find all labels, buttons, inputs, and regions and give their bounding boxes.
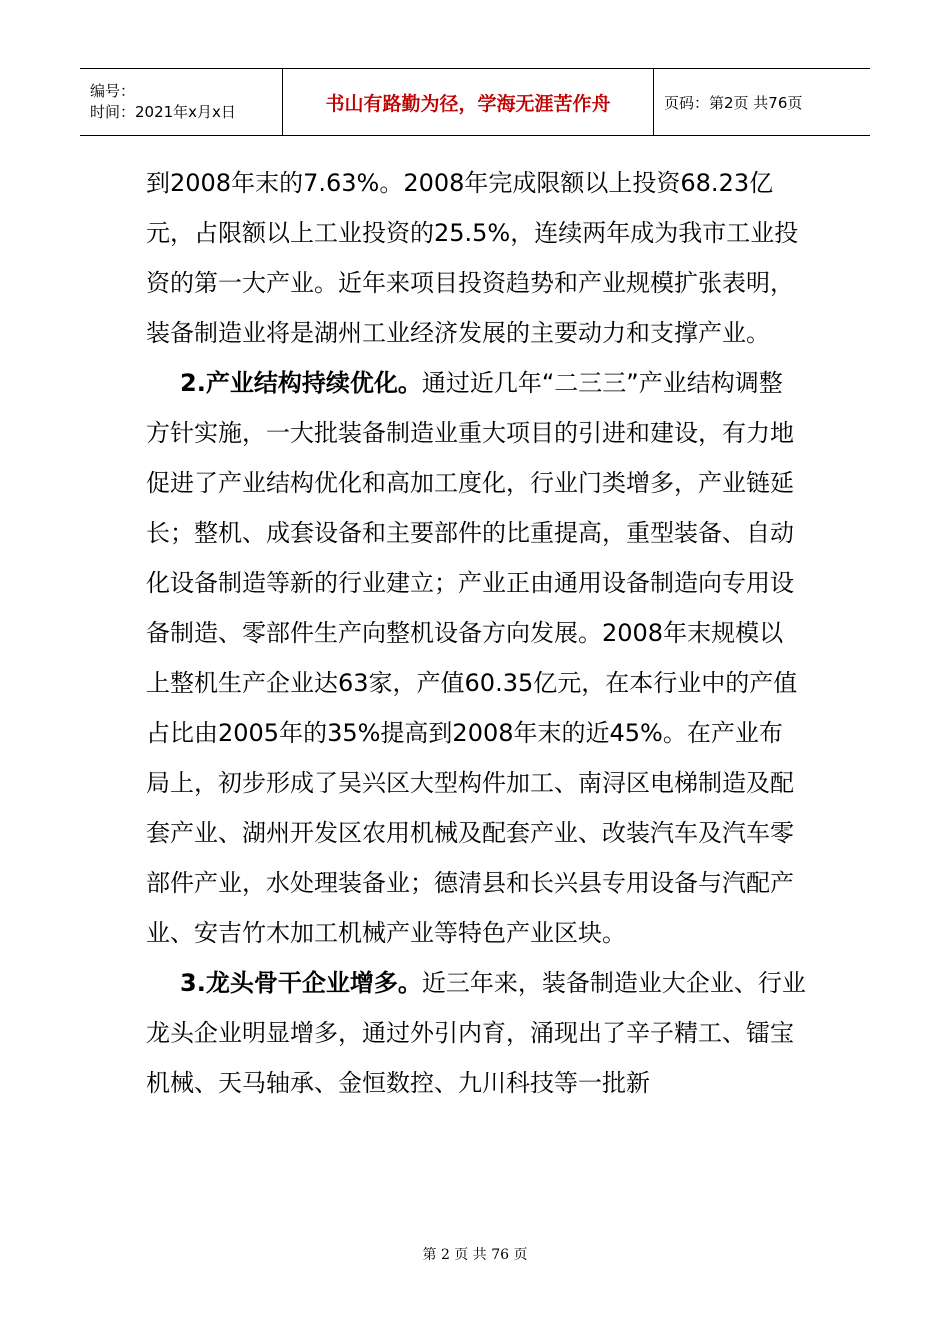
paragraph-text: 到2008年末的7.63%。2008年完成限额以上投资68.23亿元，占限额以上工业投资的25.5%，连续两年成为我市工业投资的第一大产业。近年来项目投资趋势和产业规模扩张表明，装备制造业将是湖州工业经济发展的主要动力和支撑产业。 <box>146 169 799 347</box>
header-left-cell <box>80 69 282 135</box>
paragraph-text: 近三年来，装备制造业大企业、行业龙头企业明显增多，通过外引内育，涌现出了辛子精工、镭宝机械、天马轴承、金恒数控、九川科技等一批新 <box>146 969 806 1097</box>
page-footer: 第 2 页 共 76 页 <box>422 1247 528 1263</box>
header-motto-cell <box>282 69 654 135</box>
paragraph-heading: 2.产业结构持续优化。 <box>180 369 422 397</box>
time-label: 时间：2021年x月x日 <box>90 103 236 121</box>
motto-text: 书山有路勤为径，学海无涯苦作舟 <box>325 92 611 115</box>
paragraph-continuation <box>146 158 806 358</box>
number-label: 编号： <box>90 82 136 100</box>
paragraph-leading-enterprises <box>146 958 806 1108</box>
page-info: 页码：第2页 共76页 <box>664 93 803 112</box>
paragraph-heading: 3.龙头骨干企业增多。 <box>180 969 422 997</box>
document-body <box>146 158 806 1108</box>
paragraph-structure-optimization <box>146 358 806 958</box>
page-header <box>80 68 870 136</box>
header-page-cell <box>654 69 870 135</box>
paragraph-text: 通过近几年“二三三”产业结构调整方针实施，一大批装备制造业重大项目的引进和建设，有力地促进了产业结构优化和高加工度化，行业门类增多，产业链延长；整机、成套设备和主要部件的比重提高，重型装备、自动化设备制造等新的行业建立；产业正由通用设备制造向专用设备制造、零部件生产向整机设备方向发展。2008年末规模以上整机生产企业达63家，产值60.35亿元，在本行业中的产值占比由2005年的35%提高到2008年末的近45%。在产业布局上，初步形成了吴兴区大型构件加工、南浔区电梯制造及配套产业、湖州开发区农用机械及配套产业、改装汽车及汽车零部件产业，水处理装备业；德清县和长兴县专用设备与汽配产业、安吉竹木加工机械产业等特色产业区块。 <box>146 369 798 947</box>
